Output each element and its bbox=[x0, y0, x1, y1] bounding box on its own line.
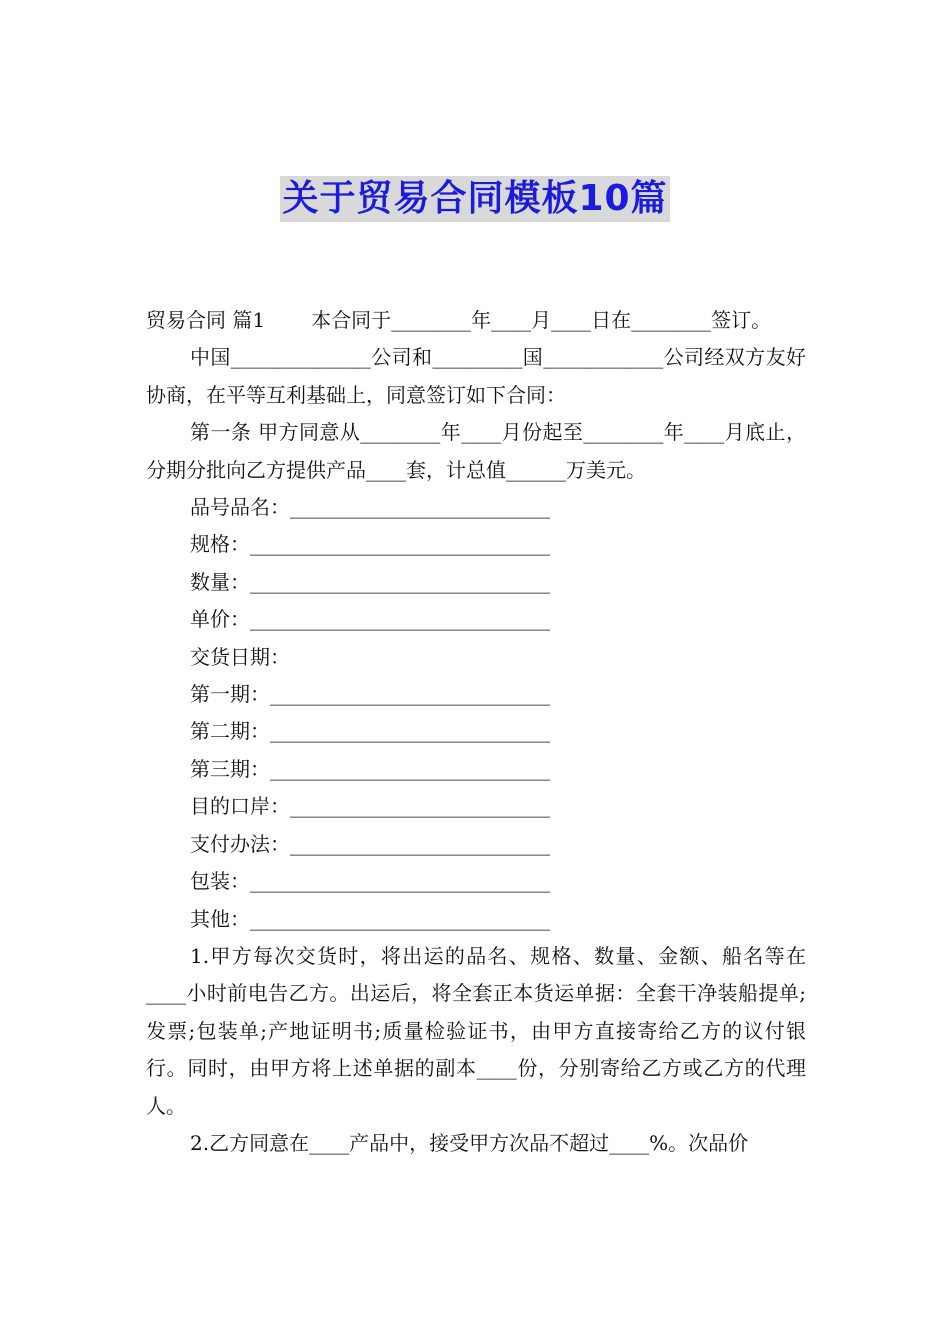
field-specification: 规格：______________________________ bbox=[190, 532, 550, 557]
field-quantity: 数量：______________________________ bbox=[190, 569, 550, 594]
field-product-name: 品号品名：__________________________ bbox=[190, 495, 550, 520]
field-phase-two: 第二期：____________________________ bbox=[190, 719, 550, 744]
title-block bbox=[0, 176, 950, 222]
lead-text: 本合同于________年____月____日在________签订。 bbox=[311, 308, 772, 332]
field-phase-three: 第三期：____________________________ bbox=[190, 756, 550, 781]
field-delivery-date: 交货日期： bbox=[190, 644, 290, 669]
document-title: 关于贸易合同模板10篇 bbox=[280, 176, 669, 222]
article-one-paragraph: 第一条 甲方同意从________年____月份起至________年____月底止，分期分批向乙方提供产品____套，计总值______万美元。 bbox=[146, 420, 806, 482]
field-packaging: 包装：______________________________ bbox=[190, 869, 550, 894]
document-body bbox=[146, 302, 806, 1162]
field-other: 其他：______________________________ bbox=[190, 906, 550, 931]
field-unit-price: 单价：______________________________ bbox=[190, 607, 550, 632]
lead-paragraph bbox=[146, 302, 806, 339]
clause-1: 1.甲方每次交货时，将出运的品名、规格、数量、金额、船名等在____小时前电告乙方。出运后，将全套正本货运单据：全套干净装船提单;发票;包装单;产地证明书;质量检验证书，由甲方直接寄给乙方的议付银行。同时，由甲方将上述单据的副本____份，分别寄给乙方或乙方的代理人。 bbox=[146, 943, 806, 1118]
field-destination-port: 目的口岸：__________________________ bbox=[190, 794, 550, 819]
clause-2: 2.乙方同意在____产品中，接受甲方次品不超过____%。次品价 bbox=[190, 1130, 749, 1155]
parties-paragraph: 中国______________公司和_________国____________公司经双方友好协商，在平等互利基础上，同意签订如下合同： bbox=[146, 345, 806, 407]
field-payment-method: 支付办法：__________________________ bbox=[190, 831, 550, 856]
field-phase-one: 第一期：____________________________ bbox=[190, 682, 550, 707]
contract-heading: 贸易合同 篇1 bbox=[146, 308, 266, 332]
